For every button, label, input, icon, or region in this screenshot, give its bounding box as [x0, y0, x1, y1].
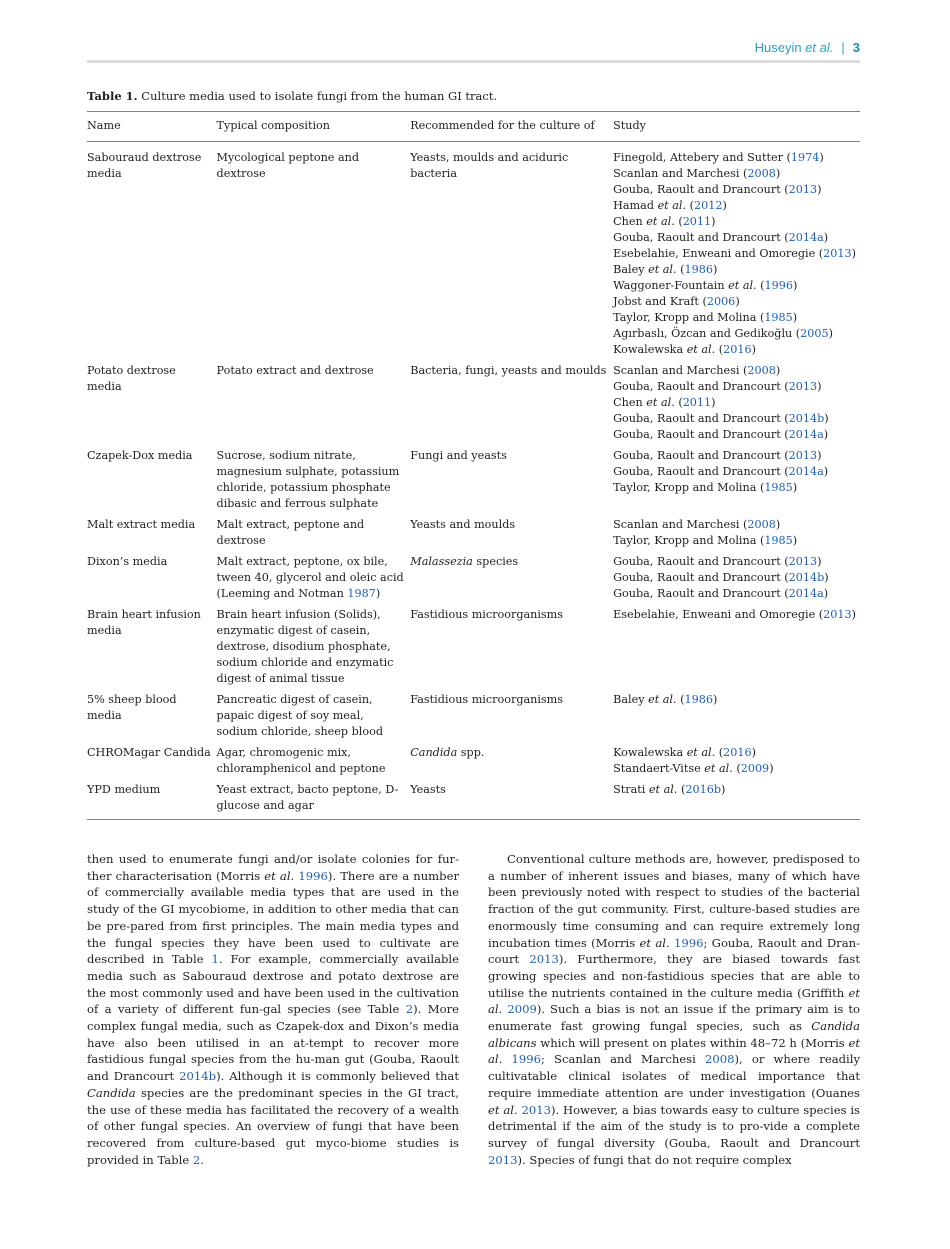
- cell-recommended: Malassezia species: [410, 555, 519, 568]
- study-year-link: 2013: [788, 555, 818, 568]
- study-year-link: 2013: [823, 247, 852, 260]
- study-citation: Esebelahie, Enweani and Omoregie (2013): [613, 247, 856, 260]
- cell-recommended: Fastidious microorganisms: [410, 608, 564, 621]
- table-header-row: [87, 112, 860, 142]
- study-year-link: 2016: [723, 343, 752, 356]
- body-column-right: [488, 851, 860, 1168]
- cell-recommended: Yeasts and moulds: [410, 518, 516, 531]
- et-al: et al.: [686, 746, 716, 759]
- study-citation: Gouba, Raoult and Drancourt (2014b): [613, 571, 829, 584]
- table-row: [87, 602, 860, 687]
- recommended-genus: Candida: [410, 746, 458, 759]
- cell-study: [613, 142, 860, 359]
- italic-text: Candida: [87, 1085, 136, 1100]
- table-caption-label: Table 1.: [87, 89, 138, 103]
- study-citation: Baley et al. (1986): [613, 693, 718, 706]
- citation-link: 2008: [704, 1052, 735, 1067]
- study-citation: Gouba, Raoult and Drancourt (2013): [613, 555, 822, 568]
- study-citation: Gouba, Raoult and Drancourt (2014a): [613, 428, 829, 441]
- cell-composition: Agar, chromogenic mix, chloramphenicol and peptone: [216, 746, 386, 775]
- cell-recommended: Yeasts: [410, 777, 613, 820]
- cell-composition: Mycological peptone and dextrose: [216, 151, 360, 180]
- body-column-left: [87, 851, 459, 1168]
- table-row: [87, 777, 860, 820]
- header-name: Name: [87, 112, 217, 142]
- study-citation: Gouba, Raoult and Drancourt (2014b): [613, 412, 829, 425]
- cell-study: [613, 358, 860, 443]
- study-year-link: 1986: [684, 693, 713, 706]
- study-year-link: 2014a: [788, 587, 824, 600]
- page-number: 3: [852, 40, 860, 55]
- et-al: et al.: [648, 693, 677, 706]
- italic-text: et al.: [639, 935, 670, 950]
- study-citation: Gouba, Raoult and Drancourt (2014a): [613, 231, 829, 244]
- cell-name: Potato dextrose media: [87, 364, 176, 393]
- composition-citation: 1987: [347, 587, 376, 600]
- study-year-link: 2016: [723, 746, 752, 759]
- header-recommended: Recommended for the culture of: [410, 112, 613, 142]
- table-row: [87, 512, 860, 549]
- table-row: [87, 142, 860, 359]
- citation-link: 2014b: [179, 1069, 217, 1084]
- study-year-link: 2005: [800, 327, 829, 340]
- citation-link: 1996: [511, 1052, 541, 1067]
- et-al: et al.: [648, 783, 678, 796]
- study-citation: Gouba, Raoult and Drancourt (2013): [613, 449, 822, 462]
- citation-link: 2013: [521, 1102, 551, 1117]
- cell-study: [613, 443, 860, 512]
- study-year-link: 2008: [747, 364, 776, 377]
- study-year-link: 2014a: [788, 465, 824, 478]
- study-year-link: 2014b: [788, 412, 825, 425]
- running-head-etal: et al.: [805, 40, 834, 55]
- cell-study: [613, 602, 860, 687]
- cell-recommended: Yeasts, moulds and aciduric bacteria: [410, 151, 569, 180]
- cell-recommended: Candida spp.: [410, 746, 485, 759]
- citation-link: 2: [405, 1002, 414, 1017]
- body-paragraph-left: then used to enumerate fungi and/or isolate colonies for fur-ther characterisation (Morris et al. 1996). There are a number of commercially available media types that are used in the study of the GI mycobiome, in addition to other media that can be pre-pared from first principles. The main media types and the fungal species they have been used to cultivate are described in Table 1. For example, commercially available media such as Sabouraud dextrose and potato dextrose are the most commonly used and have been used in the cultivation of a variety of different fun-gal species (see Table 2). More complex fungal media, such as Czapek-dox and Dixon’s media have also been utilised in an at-tempt to recover more fastidious fungal species from the hu-man gut (Gouba, Raoult and Drancourt 2014b). Although it is commonly believed that Candida species are the predominant species in the GI tract, the use of these media has facilitated the recovery of a wealth of other fungal species. An overview of fungi that have been recovered from culture-based gut myco-biome studies is provided in Table 2.: [87, 852, 460, 1167]
- study-year-link: 2012: [693, 199, 723, 212]
- study-citation: Strati et al. (2016b): [613, 783, 726, 796]
- citation-link: 1: [211, 952, 219, 967]
- study-year-link: 2008: [747, 167, 776, 180]
- body-paragraph-right: Conventional culture methods are, however, predisposed to a number of inherent issues and biases, many of which have been previously noted with respect to studies of the bacterial fraction of the gut community. First, culture-based studies are enormously time consuming and can require extremely long incubation times (Morris et al. 1996; Gouba, Raoult and Dran-court 2013). Furthermore, they are biased towards fast growing species and non-fastidious species that are able to utilise the nutrients contained in the culture media (Griffith et al. 2009). Such a bias is not an issue if the primary aim is to enumerate fast growing fungal species, such as Candida albicans which will present on plates within 48–72 h (Morris et al. 1996; Scanlan and Marchesi 2008), or where readily cultivatable clinical isolates of medical importance that require immediate attention are under investigation (Ouanes et al. 2013). However, a bias towards easy to culture species is detrimental if the aim of the study is to pro-vide a complete survey of fungal diversity (Gouba, Raoult and Drancourt 2013). Species of fungi that do not require complex: [488, 852, 860, 1167]
- citation-link: 2009: [507, 1002, 537, 1017]
- cell-composition: Potato extract and dextrose: [216, 364, 374, 377]
- study-year-link: 2006: [706, 295, 736, 308]
- study-citation: Jobst and Kraft (2006): [613, 295, 740, 308]
- cell-name: YPD medium: [87, 777, 217, 820]
- running-head: [755, 40, 860, 55]
- table-row: [87, 740, 860, 777]
- table-row: [87, 687, 860, 740]
- study-citation: Taylor, Kropp and Molina (1985): [613, 534, 798, 547]
- running-head-authors: Huseyin: [754, 40, 802, 55]
- cell-study: [613, 687, 860, 740]
- study-year-link: 2014a: [788, 428, 824, 441]
- study-citation: Gouba, Raoult and Drancourt (2013): [613, 183, 822, 196]
- cell-composition: Sucrose, sodium nitrate, magnesium sulphate, potassium chloride, potassium phosphate dibasic and ferrous sulphate: [216, 449, 400, 510]
- italic-text: Candida albicans: [488, 1019, 860, 1050]
- study-citation: Taylor, Kropp and Molina (1985): [613, 481, 798, 494]
- recommended-genus: Malassezia: [410, 555, 473, 568]
- study-citation: Kowalewska et al. (2016): [613, 343, 756, 356]
- table-row: [87, 358, 860, 443]
- study-year-link: 1986: [684, 263, 713, 276]
- citation-link: 2013: [529, 952, 559, 967]
- table-row: [87, 549, 860, 602]
- cell-name: Brain heart infusion media: [87, 608, 201, 637]
- study-citation: Scanlan and Marchesi (2008): [613, 167, 781, 180]
- header-rule: [87, 60, 860, 63]
- cell-composition: Malt extract, peptone and dextrose: [216, 518, 365, 547]
- study-citation: Finegold, Attebery and Sutter (1974): [613, 151, 824, 164]
- italic-text: et al.: [488, 1102, 518, 1117]
- et-al: et al.: [648, 263, 677, 276]
- et-al: et al.: [646, 396, 675, 409]
- cell-name: Sabouraud dextrose media: [87, 151, 202, 180]
- cell-recommended: Fastidious microorganisms: [410, 693, 564, 706]
- cell-composition: Malt extract, peptone, ox bile, tween 40, glycerol and oleic acid (Leeming and Notman 1987): [216, 555, 404, 600]
- cell-recommended: Bacteria, fungi, yeasts and moulds: [410, 364, 607, 377]
- table-caption: [87, 89, 860, 103]
- study-citation: Chen et al. (2011): [613, 215, 716, 228]
- study-citation: Agırbaslı, Özcan and Gedikoğlu (2005): [613, 327, 834, 340]
- table-caption-text: Culture media used to isolate fungi from the human GI tract.: [137, 89, 498, 103]
- table-row: [87, 443, 860, 512]
- study-citation: Baley et al. (1986): [613, 263, 718, 276]
- study-year-link: 1985: [764, 311, 793, 324]
- header-composition: Typical composition: [217, 112, 411, 142]
- study-year-link: 2011: [682, 396, 712, 409]
- header-study: Study: [613, 112, 860, 142]
- et-al: et al.: [657, 199, 687, 212]
- study-year-link: 1996: [764, 279, 794, 292]
- cell-name: Malt extract media: [87, 518, 196, 531]
- running-head-separator: |: [841, 40, 845, 55]
- study-citation: Taylor, Kropp and Molina (1985): [613, 311, 798, 324]
- study-year-link: 2014b: [788, 571, 825, 584]
- cell-study: [613, 740, 860, 777]
- study-citation: Scanlan and Marchesi (2008): [613, 364, 781, 377]
- cell-name: Czapek-Dox media: [87, 449, 193, 462]
- study-citation: Kowalewska et al. (2016): [613, 746, 756, 759]
- study-year-link: 1974: [790, 151, 820, 164]
- italic-text: et al.: [488, 985, 860, 1017]
- citation-link: 1996: [673, 935, 704, 950]
- study-citation: Scanlan and Marchesi (2008): [613, 518, 781, 531]
- cell-composition: Pancreatic digest of casein, papaic digest of soy meal, sodium chloride, sheep blood: [216, 693, 383, 738]
- study-year-link: 2014a: [788, 231, 824, 244]
- study-year-link: 2013: [788, 380, 818, 393]
- study-year-link: 2009: [740, 762, 770, 775]
- table-container: [87, 111, 860, 820]
- cell-name: CHROMagar Candida: [87, 746, 211, 759]
- study-citation: Gouba, Raoult and Drancourt (2013): [613, 380, 822, 393]
- study-year-link: 1985: [764, 534, 793, 547]
- culture-media-table: [87, 111, 860, 820]
- study-citation: Standaert-Vitse et al. (2009): [613, 762, 774, 775]
- cell-study: [613, 549, 860, 602]
- cell-name: Dixon’s media: [87, 555, 168, 568]
- study-citation: Hamad et al. (2012): [613, 199, 727, 212]
- citation-link: 1996: [298, 868, 328, 883]
- cell-composition: Brain heart infusion (Solids), enzymatic digest of casein, dextrose, disodium phosphate, sodium chloride and enzymatic digest of animal tissue: [216, 608, 394, 685]
- italic-text: et al.: [264, 868, 295, 883]
- study-year-link: 2013: [788, 449, 818, 462]
- et-al: et al.: [728, 279, 757, 292]
- cell-study: [613, 512, 860, 549]
- cell-study: [613, 777, 860, 820]
- citation-link: 2: [192, 1152, 201, 1167]
- citation-link: 2013: [488, 1152, 518, 1167]
- study-citation: Chen et al. (2011): [613, 396, 716, 409]
- study-year-link: 2016b: [685, 783, 721, 796]
- cell-name: 5% sheep blood media: [87, 693, 177, 722]
- italic-text: et al.: [488, 1035, 860, 1067]
- cell-recommended: Fungi and yeasts: [410, 449, 507, 462]
- et-al: et al.: [686, 343, 716, 356]
- et-al: et al.: [704, 762, 733, 775]
- study-year-link: 1985: [764, 481, 793, 494]
- study-year-link: 2011: [682, 215, 712, 228]
- cell-composition: Yeast extract, bacto peptone, D-glucose and agar: [217, 777, 411, 820]
- et-al: et al.: [646, 215, 675, 228]
- study-citation: Gouba, Raoult and Drancourt (2014a): [613, 587, 829, 600]
- study-citation: Esebelahie, Enweani and Omoregie (2013): [613, 608, 856, 621]
- study-year-link: 2013: [788, 183, 818, 196]
- study-citation: Gouba, Raoult and Drancourt (2014a): [613, 465, 829, 478]
- study-citation: Waggoner-Fountain et al. (1996): [613, 279, 798, 292]
- study-year-link: 2008: [747, 518, 776, 531]
- study-year-link: 2013: [823, 608, 852, 621]
